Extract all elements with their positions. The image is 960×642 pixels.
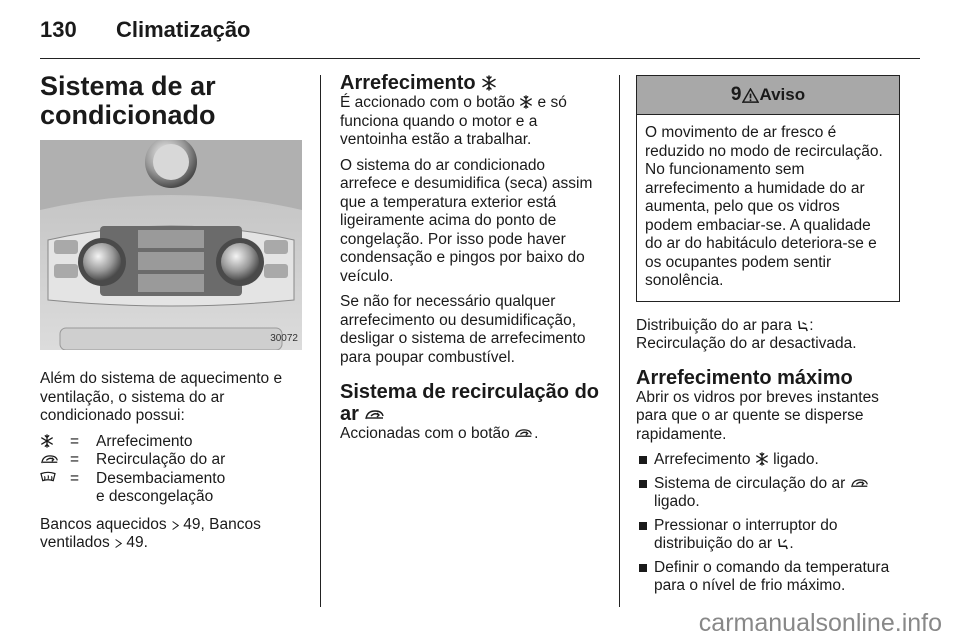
- recirculation-icon: [40, 453, 60, 466]
- seat-airflow-icon: [796, 319, 809, 332]
- recirculation-icon: [850, 477, 870, 490]
- definition-equals: =: [70, 469, 80, 487]
- column-3: [636, 75, 900, 601]
- climate-control-illustration: [40, 140, 302, 350]
- image-reference-number: 30072: [270, 332, 298, 344]
- control-panel-photo: [40, 140, 302, 350]
- warning-header: [637, 76, 899, 115]
- cooling-paragraph-2: O sistema do ar condicionado arrefece e desumidifica (seca) assim que a temperatura exterior está ligeiramente acima do ponto de congelação. Por isso pode haver condensação e pingos por baixo do veículo.: [340, 156, 593, 285]
- column-1: [40, 72, 305, 560]
- xref-heated-seats: Bancos aquecidos: [40, 515, 171, 533]
- cooling-text-b: e só funciona quando o motor e a ventoinha estão a trabalhar.: [340, 94, 567, 148]
- watermark: carmanualsonline.info: [698, 609, 942, 637]
- page-number: 130: [40, 17, 77, 42]
- max-cooling-intro: Abrir os vidros por breves instantes para que o ar quente se disperse rapidamente.: [636, 388, 879, 443]
- cooling-heading: [340, 72, 605, 94]
- function-definition-list: [40, 433, 305, 507]
- page-reference-icon: [171, 520, 179, 531]
- snowflake-icon: [755, 452, 769, 466]
- warning-box: [636, 75, 900, 302]
- column-2: [340, 72, 605, 451]
- air-distribution-colon: :: [809, 316, 814, 334]
- xref-page-a: 49, Bancos: [178, 515, 261, 533]
- recirculation-text-b: .: [534, 425, 539, 442]
- reference-number-9: 9: [730, 83, 742, 105]
- heading-line-1: Sistema de ar: [40, 71, 216, 101]
- recirculation-icon: [514, 427, 534, 440]
- warning-title: Aviso: [759, 84, 806, 104]
- recirculation-text-a: Accionadas com o botão: [340, 425, 515, 442]
- warning-text: O movimento de ar fresco é reduzido no modo de recirculação. No funcionamento sem arrefecimento a humidade do ar aumenta, pelo que os vidros podem embaciar-se. A qualidade do ar do habitáculo deteriora-se e os ocupantes podem sentir sonolência.: [645, 124, 883, 289]
- definition-equals: =: [70, 432, 80, 450]
- cooling-paragraph-3: Se não for necessário qualquer arrefecimento ou desumidificação, desligar o sistema de arrefecimento para poupar combustível.: [340, 293, 586, 366]
- column-divider-2: [619, 75, 620, 607]
- intro-paragraph: Além do sistema de aquecimento e ventilação, o sistema do ar condicionado possui:: [40, 370, 283, 424]
- column-divider-1: [320, 75, 321, 607]
- definition-equals: =: [70, 451, 80, 468]
- recirculation-icon: [364, 408, 386, 422]
- header-rule: [40, 58, 920, 59]
- xref-ventilated-seats: ventilados: [40, 534, 115, 551]
- seat-airflow-upper-icon: [776, 537, 789, 550]
- definition-defrosting: e descongelação: [96, 488, 214, 505]
- bullet-3-text-a: Pressionar o interruptor do distribuição do ar: [654, 516, 838, 552]
- bullet-1-text-b: ligado.: [768, 451, 819, 468]
- recirculation-heading-line-1: Sistema de recirculação do: [340, 381, 600, 403]
- snowflake-icon: [519, 95, 533, 109]
- heading-line-2: condicionado: [40, 100, 216, 130]
- bullet-3-text-b: .: [789, 535, 794, 552]
- recirculation-off-line: Recirculação do ar desactivada.: [636, 335, 857, 352]
- bullet-2-text-b: ligado.: [654, 493, 700, 510]
- recirculation-paragraph: [340, 425, 605, 444]
- cooling-paragraph-1: [340, 94, 605, 150]
- snowflake-icon: [40, 434, 54, 448]
- recirculation-heading-line-2: ar: [340, 403, 365, 425]
- section-heading: [40, 72, 305, 130]
- bullet-2-text-a: Sistema de circulação do ar: [654, 474, 850, 492]
- bullet-1-text-a: Arrefecimento: [654, 451, 755, 468]
- cooling-heading-text: Arrefecimento: [340, 72, 482, 94]
- bullet-recirculation-on: [636, 475, 900, 512]
- section-title: Climatização: [116, 17, 251, 42]
- bullet-cooling-on: [636, 451, 900, 470]
- bullet-air-distribution-switch: [636, 517, 900, 554]
- page-reference-icon: [114, 538, 122, 549]
- cross-reference-paragraph: [40, 516, 305, 553]
- max-cooling-heading: Arrefecimento máximo: [636, 366, 853, 389]
- air-distribution-text: Distribuição do ar para: [636, 316, 797, 334]
- snowflake-icon: [481, 75, 497, 91]
- defrost-icon: [40, 471, 56, 485]
- definition-demisting: Desembaciamento: [96, 469, 226, 487]
- definition-recirculation: Recirculação do ar: [96, 451, 226, 468]
- air-distribution-line: [636, 317, 900, 336]
- bullet-temperature-cold: Definir o comando da temperatura para o nível de frio máximo.: [636, 559, 900, 596]
- xref-page-b: 49.: [122, 534, 148, 551]
- warning-triangle-icon: [742, 88, 759, 103]
- cooling-text-a: É accionado com o botão: [340, 94, 520, 111]
- definition-cooling: Arrefecimento: [96, 432, 193, 450]
- recirculation-heading: [340, 381, 605, 425]
